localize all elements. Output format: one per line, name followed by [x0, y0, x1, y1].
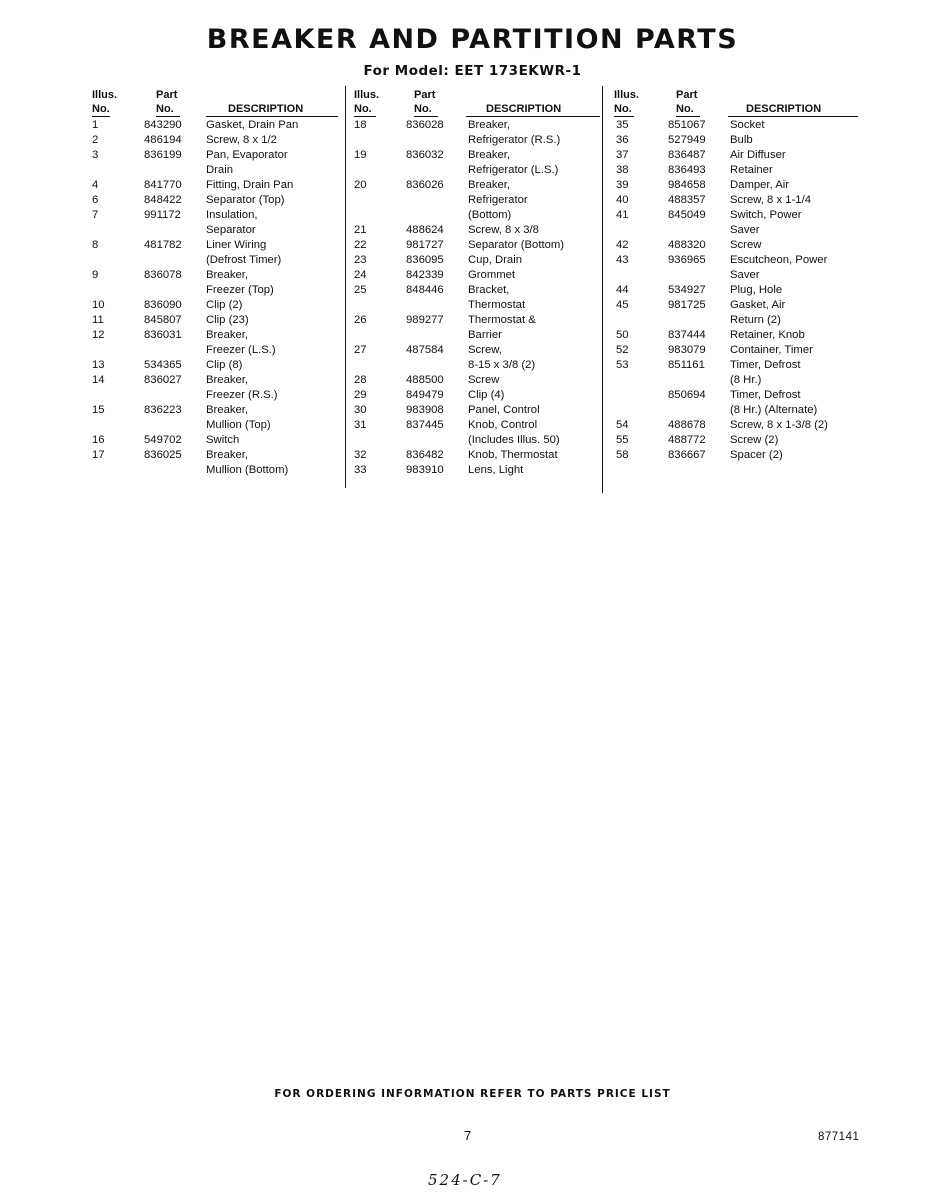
part-number: 837445: [406, 419, 444, 431]
illus-number: 41: [616, 209, 629, 221]
table-row: [92, 133, 342, 148]
part-description: Separator (Bottom): [468, 239, 565, 251]
table-row: [614, 238, 864, 253]
part-description: Screw, 8 x 1-1/4: [730, 194, 811, 206]
part-description: Mullion (Top): [206, 419, 271, 431]
table-row: [92, 238, 342, 253]
illus-number: 31: [354, 419, 367, 431]
illus-no-header: No.: [354, 103, 372, 115]
part-number: 836223: [144, 404, 182, 416]
illus-number: 27: [354, 344, 367, 356]
part-description: Breaker,: [468, 149, 511, 161]
part-number: 981725: [668, 299, 706, 311]
table-row: [92, 373, 342, 388]
illus-number: 3: [92, 149, 99, 161]
table-row: [614, 283, 864, 298]
column-divider: [602, 86, 603, 493]
part-description: Freezer (R.S.): [206, 389, 278, 401]
part-description: Bulb: [730, 134, 753, 146]
illus-number: 13: [92, 359, 105, 371]
table-row: [92, 418, 342, 433]
illus-number: 6: [92, 194, 99, 206]
illus-number: 29: [354, 389, 367, 401]
illus-number: 58: [616, 449, 629, 461]
part-description: Screw, 8 x 1-3/8 (2): [730, 419, 828, 431]
part-description: Breaker,: [468, 119, 511, 131]
illus-number: 15: [92, 404, 105, 416]
table-row: [354, 163, 604, 178]
part-number: 836482: [406, 449, 444, 461]
part-description: Damper, Air: [730, 179, 790, 191]
illus-number: 33: [354, 464, 367, 476]
illus-number: 40: [616, 194, 629, 206]
part-description: Freezer (Top): [206, 284, 274, 296]
table-row: [92, 343, 342, 358]
part-number: 843290: [144, 119, 182, 131]
column-header: [614, 86, 864, 118]
part-description: 8-15 x 3/8 (2): [468, 359, 536, 371]
part-no-header: No.: [676, 103, 694, 115]
illus-number: 54: [616, 419, 629, 431]
header-underline: [414, 116, 438, 117]
part-number: 488772: [668, 434, 706, 446]
table-row: [92, 223, 342, 238]
table-row: [614, 298, 864, 313]
table-row: [614, 343, 864, 358]
part-description: Separator: [206, 224, 256, 236]
table-row: [354, 313, 604, 328]
table-row: [354, 223, 604, 238]
table-row: [614, 448, 864, 463]
illus-number: 25: [354, 284, 367, 296]
part-description: Liner Wiring: [206, 239, 267, 251]
table-row: [92, 403, 342, 418]
header-underline: [156, 116, 180, 117]
part-description: Escutcheon, Power: [730, 254, 828, 266]
part-header: Part: [676, 89, 698, 101]
illus-number: 23: [354, 254, 367, 266]
part-number: 836095: [406, 254, 444, 266]
illus-number: 53: [616, 359, 629, 371]
part-description: Refrigerator (L.S.): [468, 164, 559, 176]
part-number: 841770: [144, 179, 182, 191]
table-row: [614, 313, 864, 328]
parts-column-2: [354, 86, 604, 478]
part-number: 836493: [668, 164, 706, 176]
part-number: 848446: [406, 284, 444, 296]
table-row: [614, 148, 864, 163]
table-row: [354, 358, 604, 373]
table-row: [92, 208, 342, 223]
part-number: 936965: [668, 254, 706, 266]
part-description: Timer, Defrost: [730, 359, 801, 371]
header-underline: [206, 116, 338, 117]
part-description: Clip (4): [468, 389, 505, 401]
table-row: [354, 343, 604, 358]
table-row: [354, 388, 604, 403]
part-number: 989277: [406, 314, 444, 326]
part-number: 848422: [144, 194, 182, 206]
part-description: Freezer (L.S.): [206, 344, 276, 356]
part-number: 981727: [406, 239, 444, 251]
part-number: 851161: [668, 359, 705, 371]
illus-number: 21: [354, 224, 367, 236]
illus-number: 24: [354, 269, 367, 281]
part-number: 850694: [668, 389, 706, 401]
table-row: [92, 358, 342, 373]
part-description: Switch, Power: [730, 209, 802, 221]
table-row: [92, 178, 342, 193]
table-row: [92, 313, 342, 328]
header-underline: [354, 116, 376, 117]
part-description: Pan, Evaporator: [206, 149, 288, 161]
part-description: (Bottom): [468, 209, 512, 221]
illus-number: 38: [616, 164, 629, 176]
part-number: 836090: [144, 299, 182, 311]
part-number: 481782: [144, 239, 182, 251]
illus-number: 26: [354, 314, 367, 326]
part-description: Timer, Defrost: [730, 389, 801, 401]
illus-number: 1: [92, 119, 99, 131]
description-header: DESCRIPTION: [228, 103, 304, 115]
parts-column-3: [614, 86, 864, 463]
table-row: [92, 433, 342, 448]
illus-header: Illus.: [92, 89, 118, 101]
part-description: Spacer (2): [730, 449, 783, 461]
part-description: (Defrost Timer): [206, 254, 282, 266]
part-number: 488320: [668, 239, 706, 251]
part-description: Gasket, Drain Pan: [206, 119, 299, 131]
table-row: [354, 253, 604, 268]
illus-header: Illus.: [614, 89, 640, 101]
illus-number: 37: [616, 149, 629, 161]
table-row: [354, 373, 604, 388]
part-number: 983908: [406, 404, 444, 416]
part-number: 836078: [144, 269, 182, 281]
illus-number: 20: [354, 179, 367, 191]
part-description: Breaker,: [206, 449, 249, 461]
table-row: [614, 118, 864, 133]
part-description: Clip (8): [206, 359, 243, 371]
illus-number: 2: [92, 134, 99, 146]
illus-number: 45: [616, 299, 629, 311]
part-number: 849479: [406, 389, 444, 401]
table-row: [354, 148, 604, 163]
illus-number: 17: [92, 449, 105, 461]
page-title: BREAKER AND PARTITION PARTS: [206, 24, 739, 55]
illus-number: 30: [354, 404, 367, 416]
part-description: (8 Hr.) (Alternate): [730, 404, 818, 416]
part-description: Breaker,: [468, 179, 511, 191]
part-number: 984658: [668, 179, 706, 191]
table-row: [614, 253, 864, 268]
illus-number: 43: [616, 254, 629, 266]
table-row: [92, 163, 342, 178]
table-row: [614, 373, 864, 388]
part-description: Switch: [206, 434, 240, 446]
table-row: [92, 118, 342, 133]
part-description: Container, Timer: [730, 344, 813, 356]
illus-number: 22: [354, 239, 367, 251]
part-description: Refrigerator: [468, 194, 528, 206]
description-header: DESCRIPTION: [486, 103, 562, 115]
part-number: 836027: [144, 374, 182, 386]
illus-number: 52: [616, 344, 629, 356]
part-number: 991172: [144, 209, 181, 221]
part-number: 488678: [668, 419, 706, 431]
part-number: 836028: [406, 119, 444, 131]
table-row: [92, 448, 342, 463]
table-row: [614, 208, 864, 223]
document-number: 877141: [818, 1131, 860, 1143]
illus-number: 39: [616, 179, 629, 191]
parts-column-1: [92, 86, 342, 478]
illus-number: 44: [616, 284, 629, 296]
parts-list: [354, 118, 604, 478]
part-description: Retainer: [730, 164, 773, 176]
part-description: Grommet: [468, 269, 516, 281]
part-description: Knob, Control: [468, 419, 538, 431]
header-underline: [466, 116, 600, 117]
table-row: [614, 193, 864, 208]
handwritten-note: 524-C-7: [428, 1171, 502, 1189]
part-number: 488500: [406, 374, 444, 386]
part-description: Saver: [730, 224, 760, 236]
part-number: 983910: [406, 464, 444, 476]
part-description: Breaker,: [206, 269, 249, 281]
table-row: [92, 298, 342, 313]
table-row: [354, 193, 604, 208]
model-subtitle: For Model: EET 173EKWR-1: [363, 63, 582, 79]
table-row: [354, 403, 604, 418]
part-number: 983079: [668, 344, 706, 356]
part-description: Saver: [730, 269, 760, 281]
part-description: Knob, Thermostat: [468, 449, 558, 461]
ordering-info-footer: FOR ORDERING INFORMATION REFER TO PARTS PRICE LIST: [274, 1088, 671, 1100]
table-row: [354, 238, 604, 253]
table-row: [614, 388, 864, 403]
part-description: Screw: [468, 374, 500, 386]
table-row: [614, 418, 864, 433]
part-description: Plug, Hole: [730, 284, 783, 296]
part-description: Drain: [206, 164, 233, 176]
part-description: Screw, 8 x 3/8: [468, 224, 539, 236]
illus-header: Illus.: [354, 89, 380, 101]
table-row: [354, 133, 604, 148]
table-row: [614, 268, 864, 283]
illus-number: 8: [92, 239, 99, 251]
part-number: 845807: [144, 314, 182, 326]
table-row: [614, 163, 864, 178]
table-row: [614, 358, 864, 373]
part-description: Separator (Top): [206, 194, 285, 206]
table-row: [354, 178, 604, 193]
illus-number: 14: [92, 374, 105, 386]
part-number: 836032: [406, 149, 444, 161]
part-description: Refrigerator (R.S.): [468, 134, 561, 146]
part-description: Return (2): [730, 314, 781, 326]
illus-number: 16: [92, 434, 105, 446]
part-description: Gasket, Air: [730, 299, 786, 311]
illus-number: 12: [92, 329, 105, 341]
illus-number: 4: [92, 179, 99, 191]
table-row: [354, 208, 604, 223]
part-description: Screw,: [468, 344, 502, 356]
table-row: [92, 148, 342, 163]
table-row: [614, 403, 864, 418]
table-row: [354, 118, 604, 133]
part-description: Clip (23): [206, 314, 249, 326]
header-underline: [728, 116, 858, 117]
part-description: Thermostat &: [468, 314, 536, 326]
illus-number: 35: [616, 119, 629, 131]
part-description: Lens, Light: [468, 464, 524, 476]
part-description: Retainer, Knob: [730, 329, 805, 341]
part-no-header: No.: [156, 103, 174, 115]
illus-number: 50: [616, 329, 629, 341]
header-underline: [614, 116, 634, 117]
illus-number: 10: [92, 299, 105, 311]
table-row: [354, 418, 604, 433]
illus-number: 28: [354, 374, 367, 386]
table-row: [354, 268, 604, 283]
table-row: [92, 193, 342, 208]
part-number: 836487: [668, 149, 706, 161]
table-row: [354, 328, 604, 343]
part-description: Breaker,: [206, 329, 249, 341]
illus-number: 18: [354, 119, 367, 131]
table-row: [92, 328, 342, 343]
part-description: Mullion (Bottom): [206, 464, 289, 476]
description-header: DESCRIPTION: [746, 103, 822, 115]
table-row: [92, 388, 342, 403]
table-row: [354, 298, 604, 313]
part-description: Barrier: [468, 329, 502, 341]
part-header: Part: [414, 89, 436, 101]
part-description: Screw: [730, 239, 762, 251]
page-number: 7: [464, 1128, 472, 1143]
part-number: 534927: [668, 284, 706, 296]
part-number: 487584: [406, 344, 444, 356]
table-row: [614, 328, 864, 343]
table-row: [92, 283, 342, 298]
column-divider: [345, 86, 346, 488]
part-number: 836667: [668, 449, 706, 461]
illus-number: 9: [92, 269, 99, 281]
part-number: 488624: [406, 224, 444, 236]
table-row: [614, 133, 864, 148]
illus-no-header: No.: [614, 103, 632, 115]
header-underline: [676, 116, 700, 117]
part-number: 837444: [668, 329, 706, 341]
part-number: 851067: [668, 119, 706, 131]
part-description: Screw (2): [730, 434, 779, 446]
part-number: 534365: [144, 359, 182, 371]
part-number: 845049: [668, 209, 706, 221]
part-description: Bracket,: [468, 284, 510, 296]
illus-number: 36: [616, 134, 629, 146]
table-row: [354, 463, 604, 478]
part-number: 549702: [144, 434, 182, 446]
table-row: [354, 433, 604, 448]
part-description: Socket: [730, 119, 765, 131]
illus-number: 7: [92, 209, 99, 221]
part-description: Fitting, Drain Pan: [206, 179, 294, 191]
table-row: [614, 178, 864, 193]
header-underline: [92, 116, 110, 117]
part-number: 842339: [406, 269, 444, 281]
illus-number: 55: [616, 434, 629, 446]
part-number: 488357: [668, 194, 706, 206]
parts-list: [92, 118, 342, 478]
part-number: 836025: [144, 449, 182, 461]
part-number: 527949: [668, 134, 706, 146]
part-description: Insulation,: [206, 209, 258, 221]
part-description: Thermostat: [468, 299, 526, 311]
illus-no-header: No.: [92, 103, 110, 115]
table-row: [614, 223, 864, 238]
table-row: [92, 268, 342, 283]
illus-number: 11: [92, 314, 104, 326]
part-number: 486194: [144, 134, 182, 146]
part-description: Screw, 8 x 1/2: [206, 134, 277, 146]
column-header: [354, 86, 604, 118]
parts-list: [614, 118, 864, 463]
part-description: Panel, Control: [468, 404, 540, 416]
table-row: [354, 283, 604, 298]
part-number: 836199: [144, 149, 182, 161]
illus-number: 19: [354, 149, 367, 161]
illus-number: 32: [354, 449, 367, 461]
part-description: Clip (2): [206, 299, 243, 311]
illus-number: 42: [616, 239, 629, 251]
part-description: (Includes Illus. 50): [468, 434, 560, 446]
part-number: 836026: [406, 179, 444, 191]
part-number: 836031: [144, 329, 182, 341]
part-description: Air Diffuser: [730, 149, 786, 161]
part-no-header: No.: [414, 103, 432, 115]
column-header: [92, 86, 342, 118]
part-header: Part: [156, 89, 178, 101]
table-row: [614, 433, 864, 448]
part-description: Cup, Drain: [468, 254, 522, 266]
table-row: [354, 448, 604, 463]
table-row: [92, 253, 342, 268]
table-row: [92, 463, 342, 478]
part-description: (8 Hr.): [730, 374, 762, 386]
part-description: Breaker,: [206, 374, 249, 386]
part-description: Breaker,: [206, 404, 249, 416]
